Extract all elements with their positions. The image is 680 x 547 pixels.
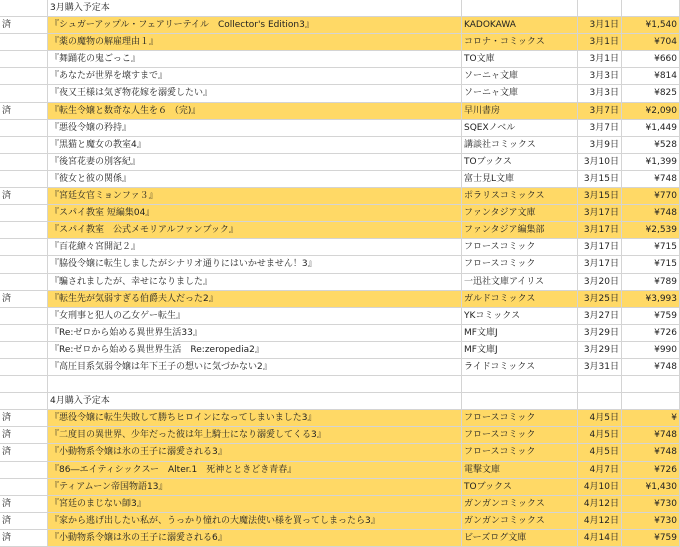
price-cell[interactable]: ¥ — [622, 410, 680, 426]
price-cell[interactable]: ¥990 — [622, 342, 680, 358]
table-row — [0, 103, 680, 120]
price-cell[interactable]: ¥1,540 — [622, 17, 680, 33]
table-row — [0, 137, 680, 154]
date-cell[interactable]: 4月14日 — [578, 530, 622, 546]
table-row — [0, 0, 680, 17]
publisher-cell[interactable]: フロースコミック — [462, 239, 578, 255]
price-cell[interactable]: ¥748 — [622, 205, 680, 221]
status-cell[interactable] — [0, 342, 48, 358]
title-cell[interactable]: 3月購入予定本 — [48, 0, 462, 16]
publisher-cell[interactable]: ガンガンコミックス — [462, 513, 578, 529]
status-cell[interactable]: 済 — [0, 188, 48, 204]
title-cell[interactable]: 『悪役令嬢に転生失敗して勝ちヒロインになってしまいました3』 — [48, 410, 462, 426]
date-cell[interactable]: 3月7日 — [578, 103, 622, 119]
date-cell[interactable] — [578, 376, 622, 392]
title-cell[interactable]: 『86―エイティシックスー Alter.1 死神とときどき青春』 — [48, 462, 462, 478]
price-cell[interactable]: ¥2,090 — [622, 103, 680, 119]
price-cell[interactable]: ¥1,430 — [622, 479, 680, 495]
date-cell[interactable]: 3月31日 — [578, 359, 622, 375]
table-row — [0, 496, 680, 513]
publisher-cell[interactable]: ビーズログ文庫 — [462, 530, 578, 546]
title-cell[interactable]: 『転生令嬢と数奇な人生を６ （完)』 — [48, 103, 462, 119]
status-cell[interactable]: 済 — [0, 410, 48, 426]
title-cell[interactable]: 『彼女と彼の関係』 — [48, 171, 462, 187]
status-cell[interactable] — [0, 256, 48, 272]
publisher-cell[interactable]: 一迅社文庫アイリス — [462, 274, 578, 290]
status-cell[interactable]: 済 — [0, 427, 48, 443]
publisher-cell[interactable]: ガンガンコミックス — [462, 496, 578, 512]
date-cell[interactable]: 3月25日 — [578, 291, 622, 307]
title-cell[interactable]: 『Re:ゼロから始める異世界生活 Re:zeropedia2』 — [48, 342, 462, 358]
status-cell[interactable] — [0, 222, 48, 238]
status-cell[interactable] — [0, 51, 48, 67]
publisher-cell[interactable]: フロースコミック — [462, 427, 578, 443]
title-cell[interactable]: 『脇役令嬢に転生しましたがシナリオ通りにはいかせません！3』 — [48, 256, 462, 272]
table-row — [0, 444, 680, 461]
date-cell[interactable]: 4月5日 — [578, 410, 622, 426]
title-cell[interactable]: 4月購入予定本 — [48, 393, 462, 409]
status-cell[interactable] — [0, 154, 48, 170]
date-cell[interactable]: 3月9日 — [578, 137, 622, 153]
publisher-cell[interactable]: 富士見L文庫 — [462, 171, 578, 187]
table-row — [0, 359, 680, 376]
table-row — [0, 530, 680, 547]
status-cell[interactable] — [0, 68, 48, 84]
status-cell[interactable]: 済 — [0, 496, 48, 512]
publisher-cell[interactable]: SQEXノベル — [462, 120, 578, 136]
table-row — [0, 171, 680, 188]
table-row — [0, 188, 680, 205]
publisher-cell[interactable]: 講談社コミックス — [462, 137, 578, 153]
table-row — [0, 34, 680, 51]
date-cell[interactable]: 3月17日 — [578, 239, 622, 255]
date-cell[interactable]: 3月27日 — [578, 308, 622, 324]
status-cell[interactable] — [0, 274, 48, 290]
title-cell[interactable]: 『高圧目系気弱令嬢は年下王子の想いに気づかない2』 — [48, 359, 462, 375]
publisher-cell[interactable]: フロースコミック — [462, 256, 578, 272]
price-cell[interactable]: ¥2,539 — [622, 222, 680, 238]
publisher-cell[interactable]: ファンタジア編集部 — [462, 222, 578, 238]
price-cell[interactable]: ¥715 — [622, 256, 680, 272]
status-cell[interactable] — [0, 0, 48, 16]
price-cell[interactable]: ¥715 — [622, 239, 680, 255]
publisher-cell[interactable]: コロナ・コミックス — [462, 34, 578, 50]
title-cell[interactable]: 『二度目の異世界、少年だった彼は年上騎士になり溺愛してくる3』 — [48, 427, 462, 443]
date-cell[interactable]: 4月12日 — [578, 496, 622, 512]
table-row — [0, 239, 680, 256]
title-cell[interactable]: 『スパイ教室 公式メモリアルファンブック』 — [48, 222, 462, 238]
table-row — [0, 256, 680, 273]
publisher-cell[interactable]: KADOKAWA — [462, 17, 578, 33]
title-cell[interactable]: 『後宮花妻の別客紀』 — [48, 154, 462, 170]
title-cell[interactable]: 『女刑事と犯人の乙女ゲー転生』 — [48, 308, 462, 324]
status-cell[interactable]: 済 — [0, 513, 48, 529]
title-cell[interactable]: 『騙されましたが、幸せになりました』 — [48, 274, 462, 290]
date-cell[interactable]: 4月5日 — [578, 427, 622, 443]
title-cell[interactable]: 『スパイ教室 短編集04』 — [48, 205, 462, 221]
publisher-cell[interactable] — [462, 393, 578, 409]
status-cell[interactable]: 済 — [0, 291, 48, 307]
price-cell[interactable]: ¥704 — [622, 34, 680, 50]
price-cell[interactable]: ¥814 — [622, 68, 680, 84]
title-cell[interactable]: 『あなたが世界を壊すまで』 — [48, 68, 462, 84]
status-cell[interactable]: 済 — [0, 444, 48, 460]
publisher-cell[interactable]: ポラリスコミックス — [462, 188, 578, 204]
status-cell[interactable] — [0, 325, 48, 341]
title-cell[interactable]: 『小動物系令嬢は氷の王子に溺愛される6』 — [48, 530, 462, 546]
status-cell[interactable] — [0, 171, 48, 187]
publisher-cell[interactable]: フロースコミック — [462, 444, 578, 460]
table-row — [0, 291, 680, 308]
title-cell[interactable]: 『薬の魔物の解雇理由１』 — [48, 34, 462, 50]
price-cell[interactable]: ¥730 — [622, 513, 680, 529]
publisher-cell[interactable]: MF文庫J — [462, 342, 578, 358]
table-row — [0, 342, 680, 359]
price-cell[interactable]: ¥726 — [622, 325, 680, 341]
date-cell[interactable]: 3月20日 — [578, 274, 622, 290]
table-row — [0, 120, 680, 137]
status-cell[interactable] — [0, 120, 48, 136]
publisher-cell[interactable]: TOブックス — [462, 154, 578, 170]
date-cell[interactable] — [578, 393, 622, 409]
status-cell[interactable] — [0, 85, 48, 101]
title-cell[interactable]: 『宮廷女官ミョンファ３』 — [48, 188, 462, 204]
price-cell[interactable]: ¥789 — [622, 274, 680, 290]
price-cell[interactable]: ¥748 — [622, 427, 680, 443]
status-cell[interactable] — [0, 137, 48, 153]
date-cell[interactable]: 3月1日 — [578, 51, 622, 67]
publisher-cell[interactable]: ライドコミックス — [462, 359, 578, 375]
table-row — [0, 393, 680, 410]
price-cell[interactable]: ¥770 — [622, 188, 680, 204]
publisher-cell[interactable]: フロースコミック — [462, 410, 578, 426]
price-cell[interactable]: ¥748 — [622, 444, 680, 460]
date-cell[interactable]: 4月5日 — [578, 444, 622, 460]
publisher-cell[interactable]: 電撃文庫 — [462, 462, 578, 478]
price-cell[interactable]: ¥726 — [622, 462, 680, 478]
publisher-cell[interactable] — [462, 0, 578, 16]
status-cell[interactable] — [0, 462, 48, 478]
table-row — [0, 17, 680, 34]
title-cell[interactable]: 『舞踊花の鬼ごっこ』 — [48, 51, 462, 67]
publisher-cell[interactable]: ガルドコミックス — [462, 291, 578, 307]
date-cell[interactable]: 3月17日 — [578, 222, 622, 238]
price-cell[interactable]: ¥1,399 — [622, 154, 680, 170]
date-cell[interactable]: 3月10日 — [578, 154, 622, 170]
table-row — [0, 479, 680, 496]
status-cell[interactable]: 済 — [0, 530, 48, 546]
date-cell[interactable]: 4月12日 — [578, 513, 622, 529]
status-cell[interactable] — [0, 479, 48, 495]
publisher-cell[interactable] — [462, 376, 578, 392]
price-cell[interactable]: ¥1,449 — [622, 120, 680, 136]
status-cell[interactable] — [0, 205, 48, 221]
title-cell[interactable]: 『夜又王様は気ぎ物花嫁を溺愛したい』 — [48, 85, 462, 101]
title-cell[interactable]: 『家から逃げ出したい私が、うっかり憧れの大魔法使い様を買ってしまったら3』 — [48, 513, 462, 529]
price-cell[interactable]: ¥3,993 — [622, 291, 680, 307]
title-cell[interactable]: 『ティアムーン帝国物語13』 — [48, 479, 462, 495]
status-cell[interactable]: 済 — [0, 17, 48, 33]
price-cell[interactable]: ¥759 — [622, 308, 680, 324]
price-cell[interactable] — [622, 376, 680, 392]
price-cell[interactable]: ¥528 — [622, 137, 680, 153]
table-row — [0, 51, 680, 68]
title-cell[interactable]: 『Re:ゼロから始める異世界生活33』 — [48, 325, 462, 341]
status-cell[interactable] — [0, 393, 48, 409]
price-cell[interactable]: ¥759 — [622, 530, 680, 546]
publisher-cell[interactable]: 早川書房 — [462, 103, 578, 119]
status-cell[interactable] — [0, 376, 48, 392]
title-cell[interactable]: 『百花繚々宮開記２』 — [48, 239, 462, 255]
table-row — [0, 68, 680, 85]
publisher-cell[interactable]: TO文庫 — [462, 51, 578, 67]
date-cell[interactable]: 3月29日 — [578, 342, 622, 358]
status-cell[interactable] — [0, 239, 48, 255]
date-cell[interactable]: 3月1日 — [578, 17, 622, 33]
status-cell[interactable] — [0, 359, 48, 375]
title-cell[interactable]: 『小動物系令嬢は氷の王子に溺愛される3』 — [48, 444, 462, 460]
table-row — [0, 427, 680, 444]
price-cell[interactable]: ¥748 — [622, 359, 680, 375]
price-cell[interactable] — [622, 0, 680, 16]
date-cell[interactable]: 3月29日 — [578, 325, 622, 341]
date-cell[interactable]: 3月17日 — [578, 205, 622, 221]
table-row — [0, 85, 680, 102]
date-cell[interactable] — [578, 0, 622, 16]
publisher-cell[interactable]: ソーニャ文庫 — [462, 85, 578, 101]
publisher-cell[interactable]: ファンタジア文庫 — [462, 205, 578, 221]
table-row — [0, 325, 680, 342]
price-cell[interactable]: ¥660 — [622, 51, 680, 67]
table-row — [0, 308, 680, 325]
publisher-cell[interactable]: TOブックス — [462, 479, 578, 495]
table-row — [0, 513, 680, 530]
price-cell[interactable]: ¥730 — [622, 496, 680, 512]
publisher-cell[interactable]: YKコミックス — [462, 308, 578, 324]
title-cell[interactable]: 『シュガーアップル・フェアリーテイル Collector's Edition3』 — [48, 17, 462, 33]
table-row — [0, 410, 680, 427]
date-cell[interactable]: 3月15日 — [578, 171, 622, 187]
date-cell[interactable]: 4月10日 — [578, 479, 622, 495]
date-cell[interactable]: 3月3日 — [578, 85, 622, 101]
table-row — [0, 274, 680, 291]
price-cell[interactable] — [622, 393, 680, 409]
status-cell[interactable] — [0, 308, 48, 324]
title-cell[interactable]: 『黒猫と魔女の教室4』 — [48, 137, 462, 153]
title-cell[interactable] — [48, 376, 462, 392]
publisher-cell[interactable]: MF文庫J — [462, 325, 578, 341]
date-cell[interactable]: 3月7日 — [578, 120, 622, 136]
price-cell[interactable]: ¥825 — [622, 85, 680, 101]
table-row — [0, 205, 680, 222]
date-cell[interactable]: 3月1日 — [578, 34, 622, 50]
status-cell[interactable]: 済 — [0, 103, 48, 119]
title-cell[interactable]: 『転生先が気弱すぎる伯爵夫人だった2』 — [48, 291, 462, 307]
price-cell[interactable]: ¥748 — [622, 171, 680, 187]
table-row — [0, 222, 680, 239]
table-row — [0, 462, 680, 479]
title-cell[interactable]: 『宮廷のまじない師3』 — [48, 496, 462, 512]
publisher-cell[interactable]: ソーニャ文庫 — [462, 68, 578, 84]
title-cell[interactable]: 『悪役令嬢の矜持』 — [48, 120, 462, 136]
date-cell[interactable]: 4月7日 — [578, 462, 622, 478]
date-cell[interactable]: 3月17日 — [578, 256, 622, 272]
date-cell[interactable]: 3月15日 — [578, 188, 622, 204]
date-cell[interactable]: 3月3日 — [578, 68, 622, 84]
table-row — [0, 154, 680, 171]
status-cell[interactable] — [0, 34, 48, 50]
table-row — [0, 376, 680, 393]
